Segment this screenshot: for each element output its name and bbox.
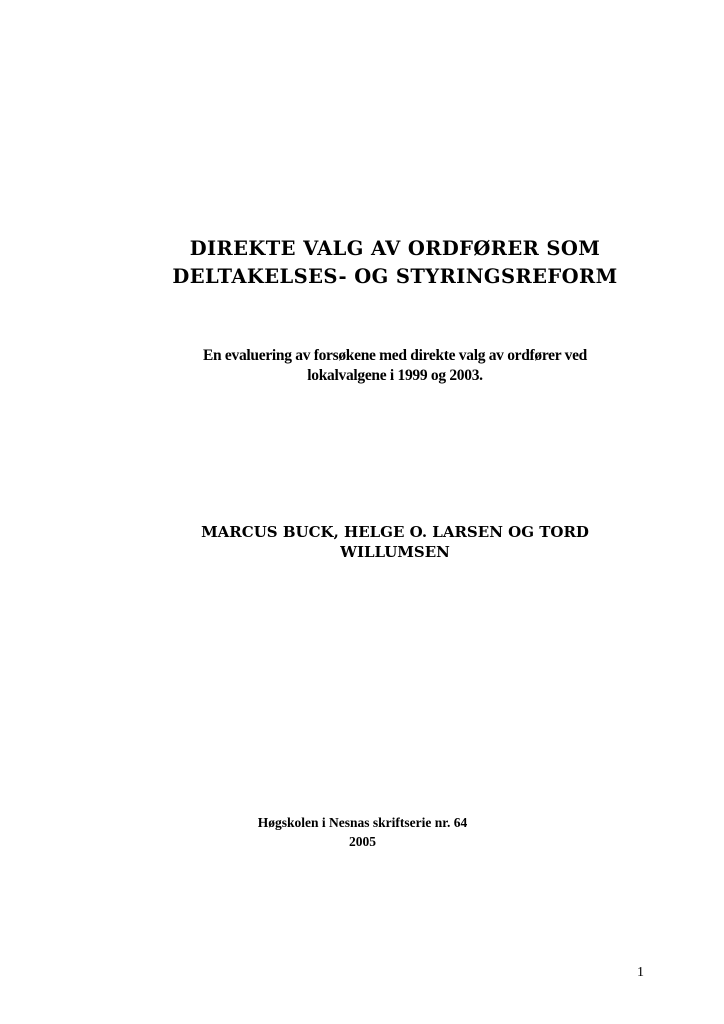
document-subtitle — [160, 346, 630, 386]
subtitle-line-1: En evaluering av forsøkene med direkte valg av ordfører ved — [203, 347, 587, 364]
page-number: 1 — [637, 965, 644, 980]
authors-line-2: WILLUMSEN — [340, 543, 450, 561]
publication-series — [220, 813, 505, 851]
title-line-1: DIREKTE VALG AV ORDFØRER SOM — [189, 237, 601, 260]
authors-line-1: MARCUS BUCK, HELGE O. LARSEN OG TORD — [201, 523, 589, 541]
subtitle-line-2: lokalvalgene i 1999 og 2003. — [307, 367, 483, 384]
document-title — [150, 235, 640, 291]
title-line-2: DELTAKELSES- OG STYRINGSREFORM — [172, 265, 618, 288]
document-authors — [180, 522, 610, 562]
series-name: Høgskolen i Nesnas skriftserie nr. 64 — [257, 815, 468, 830]
publication-year: 2005 — [349, 834, 376, 849]
